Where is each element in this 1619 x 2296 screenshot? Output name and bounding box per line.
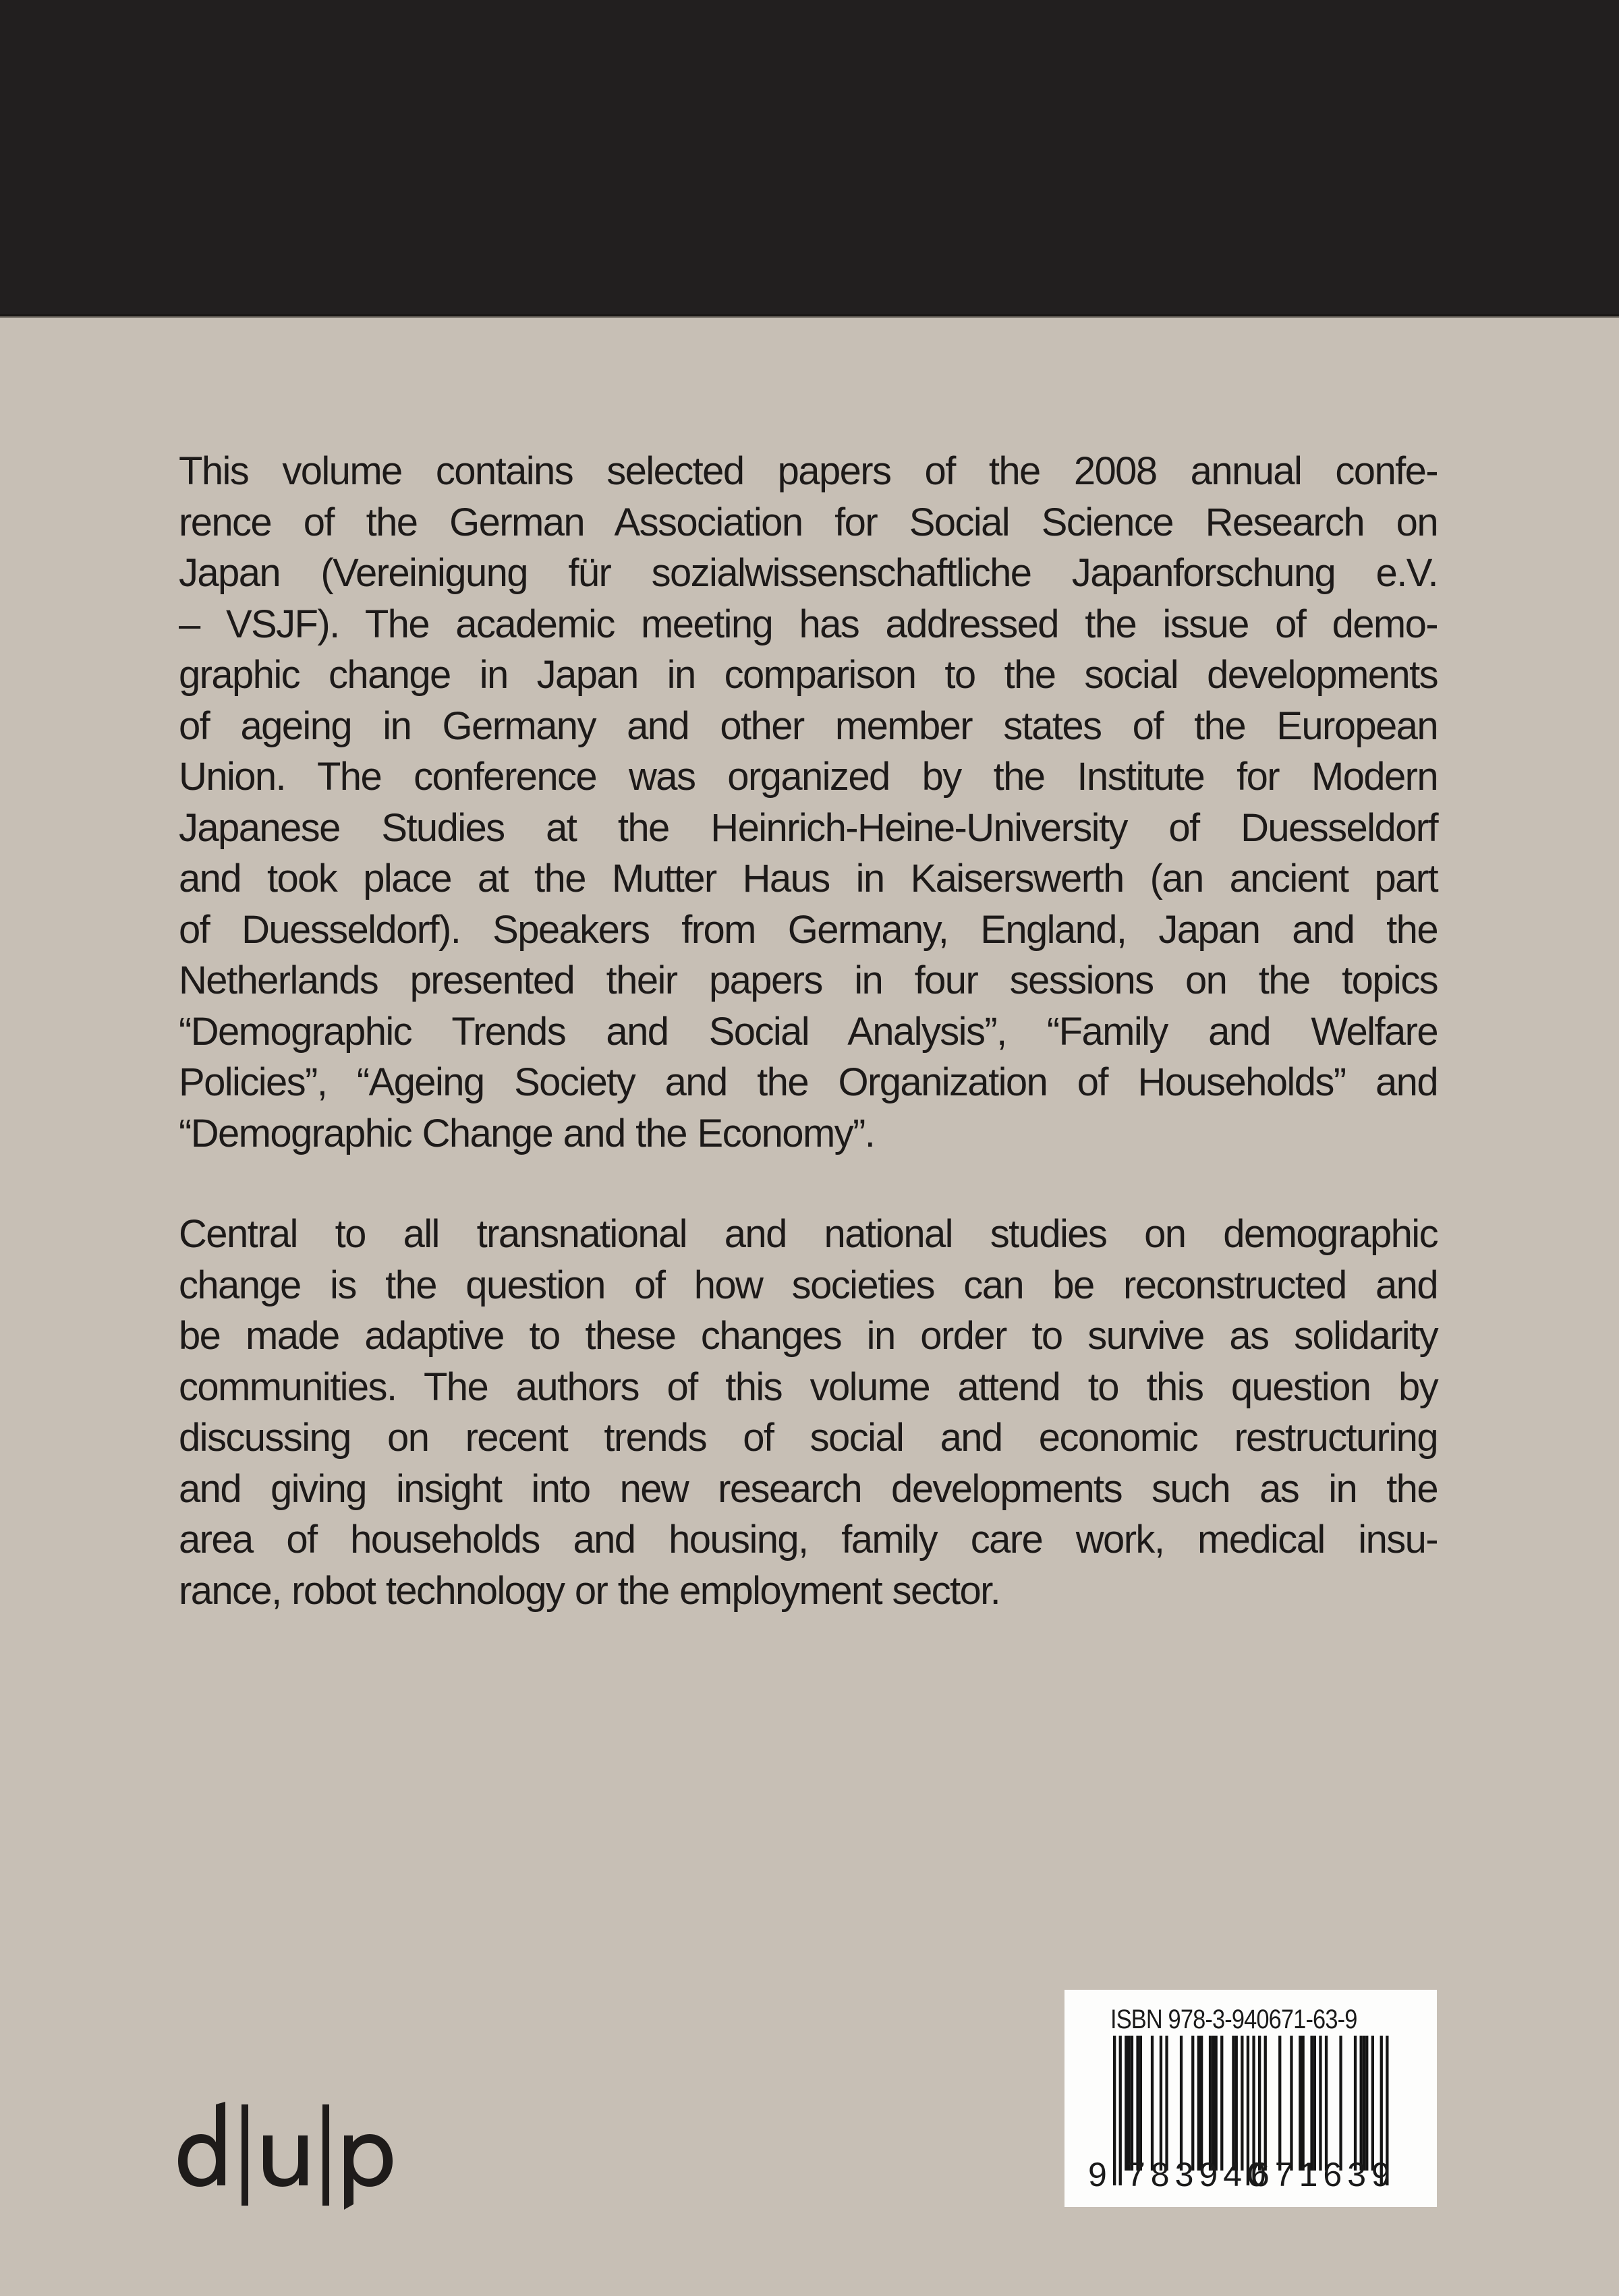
barcode-guard-bar <box>1119 2036 1122 2185</box>
dup-publisher-logo <box>177 2091 406 2212</box>
text-line: be made adaptive to these changes in order to survive as solidarity <box>179 1314 1438 1358</box>
barcode-bar <box>1299 2036 1301 2171</box>
barcode-bar <box>1365 2036 1368 2171</box>
text-line: Japanese Studies at the Heinrich-Heine-University of Duesseldorf <box>179 805 1438 850</box>
barcode-bar <box>1354 2036 1357 2171</box>
dup-logo-icon <box>177 2091 406 2212</box>
isbn-label: ISBN 978-3-940671-63-9 <box>1110 2005 1357 2034</box>
text-line: rance, robot technology or the employment sector. <box>179 1568 1000 1613</box>
barcode-bar <box>1235 2036 1238 2171</box>
barcode-bar <box>1290 2036 1293 2171</box>
barcode-bar <box>1360 2036 1363 2171</box>
ean-first-digit: 9 <box>1088 2156 1107 2193</box>
barcode-bar <box>1139 2036 1142 2171</box>
barcode-bar <box>1310 2036 1313 2171</box>
barcode-bar <box>1131 2036 1133 2171</box>
text-line: communities. The authors of this volume attend to this question by <box>179 1365 1438 1409</box>
barcode-bar <box>1371 2036 1374 2171</box>
barcode-bar <box>1151 2036 1154 2171</box>
text-line: Union. The conference was organized by the Institute for Modern <box>179 755 1438 799</box>
text-line: and giving insight into new research developments such as in the <box>179 1466 1438 1511</box>
barcode-bar <box>1160 2036 1162 2171</box>
barcode-bar <box>1241 2036 1243 2171</box>
barcode-bar <box>1212 2036 1214 2171</box>
barcode-bar <box>1325 2036 1328 2171</box>
text-line: – VSJF). The academic meeting has addressed the issue of demo- <box>179 602 1438 646</box>
text-line: graphic change in Japan in comparison to the social developments <box>179 653 1438 697</box>
text-line: Policies”, “Ageing Society and the Organization of Households” and <box>179 1060 1438 1104</box>
cover-top-band <box>0 0 1619 316</box>
barcode-bar <box>1209 2036 1212 2171</box>
barcode-bar <box>1313 2036 1316 2171</box>
text-line: “Demographic Change and the Economy”. <box>179 1111 875 1155</box>
barcode-bar <box>1258 2036 1261 2171</box>
description-paragraph-1 <box>179 446 1438 1159</box>
text-line: “Demographic Trends and Social Analysis”, “Family and Welfare <box>179 1009 1438 1054</box>
barcode-bar <box>1302 2036 1305 2171</box>
barcode-bar <box>1200 2036 1203 2171</box>
barcode-bar <box>1215 2036 1218 2171</box>
barcode-bar <box>1232 2036 1234 2171</box>
barcode-bar <box>1197 2036 1200 2171</box>
barcode-bar <box>1128 2036 1131 2171</box>
barcode-bar <box>1220 2036 1223 2171</box>
barcode-bar <box>1264 2036 1267 2171</box>
barcode-bar <box>1125 2036 1127 2171</box>
barcode-bar <box>1180 2036 1183 2171</box>
barcode-bar <box>1191 2036 1194 2171</box>
text-line: area of households and housing, family care work, medical insu- <box>179 1518 1438 1561</box>
text-line: discussing on recent trends of social and economic restructuring <box>179 1416 1438 1460</box>
text-line: Central to all transnational and national studies on demographic <box>179 1212 1438 1256</box>
text-line: rence of the German Association for Social Science Research on <box>179 500 1438 544</box>
isbn-barcode <box>1064 1990 1437 2207</box>
text-line: change is the question of how societies can be reconstructed and <box>179 1263 1438 1307</box>
barcode-bar <box>1363 2036 1365 2171</box>
text-line: Netherlands presented their papers in four sessions on the topics <box>179 958 1438 1002</box>
barcode-bar <box>1136 2036 1139 2171</box>
barcode-bar <box>1165 2036 1168 2171</box>
ean-left-group: 783940 <box>1127 2156 1272 2193</box>
barcode-bar <box>1319 2036 1322 2171</box>
barcode-bar <box>1339 2036 1342 2171</box>
ean-right-group: 671639 <box>1251 2156 1396 2193</box>
text-line: This volume contains selected papers of the 2008 annual confe- <box>179 449 1438 493</box>
text-line: of Duesseldorf). Speakers from Germany, England, Japan and the <box>179 907 1438 952</box>
text-line: and took place at the Mutter Haus in Kaiserswerth (an ancient part <box>179 857 1438 900</box>
text-line: Japan (Vereinigung für sozialwissenschaftliche Japanforschung e.V. <box>179 551 1438 595</box>
barcode-bar <box>1278 2036 1281 2171</box>
barcode-guard-bar <box>1113 2036 1116 2185</box>
description-paragraph-2 <box>179 1209 1438 1616</box>
text-line: of ageing in Germany and other member states of the European <box>179 704 1438 748</box>
